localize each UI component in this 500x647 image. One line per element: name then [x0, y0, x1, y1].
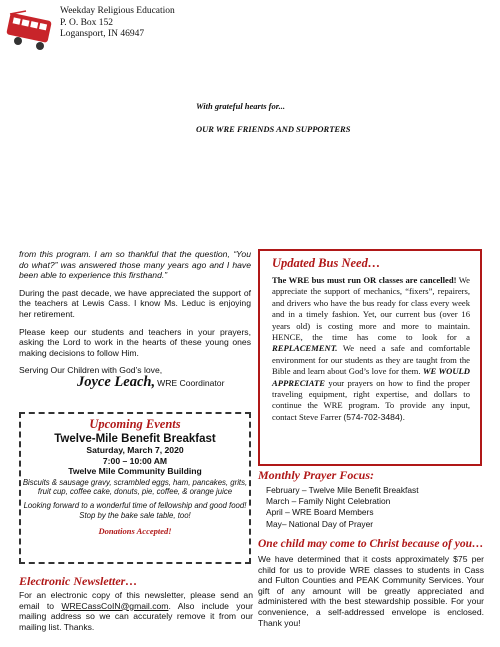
letter-paragraph: During the past decade, we have appreciated the support of the teachers at Lewis Cass. I know Ms. Leduc is enjoying her retirement.: [19, 287, 251, 319]
bus-need-heading: Updated Bus Need…: [272, 256, 381, 270]
replacement-emphasis: REPLACEMENT.: [272, 343, 338, 354]
bus-need-body: your prayers on how to find the proper traveling equipment, right expertise, and dollars to continue the WRE program. To provide any input, contact Steve Farrer: [272, 377, 470, 422]
list-item: February – Twelve Mile Benefit Breakfast: [266, 485, 419, 495]
newsletter-heading: Electronic Newsletter…: [19, 574, 138, 588]
list-item: March – Family Night Celebration: [266, 496, 391, 507]
list-item: May– National Day of Prayer: [266, 518, 374, 529]
newsletter-text-start: For an electronic copy of this newsletter, please send an email to: [19, 590, 253, 611]
letter-paragraph: Please keep our students and teachers in your prayers, asking the Lord to work in the hearts of these young ones making decisions to follow Him.: [19, 326, 251, 358]
address-line: Weekday Religious Education: [60, 6, 175, 16]
list-item: April – WRE Board Members: [266, 507, 374, 518]
bus-need-box: [258, 249, 482, 466]
contact-phone: (574-702-3484).: [343, 411, 405, 422]
thanks-title: OUR WRE FRIENDS AND SUPPORTERS: [196, 124, 351, 134]
event-title: Twelve-Mile Benefit Breakfast: [54, 433, 216, 445]
upcoming-events-box: [19, 412, 251, 564]
prayer-focus-heading: Monthly Prayer Focus:: [258, 468, 375, 482]
donations-note: Donations Accepted!: [98, 526, 172, 537]
events-heading: Upcoming Events: [89, 417, 181, 431]
one-child-heading: One child may come to Christ because of you…: [258, 538, 484, 550]
newsletter-text-end: . Also include your mailing address so we can accurately remove it from our mailing list. Thanks.: [19, 600, 254, 632]
event-note: Looking forward to a wonderful time of fellowship and good food! Stop by the bake sale table, too!: [23, 501, 247, 520]
letter-continuation: [19, 249, 251, 389]
appreciate-emphasis: WE WOULD APPRECIATE: [272, 366, 470, 388]
address-line: P. O. Box 152: [60, 17, 114, 28]
newsletter-email-link[interactable]: WRECassCoIN@gmail.com: [61, 600, 169, 611]
bus-logo-icon: [6, 8, 54, 52]
signature-title: WRE Coordinator: [157, 377, 225, 388]
letter-closing: Serving Our Children with God’s love,: [19, 365, 163, 376]
mailing-address: [60, 6, 175, 41]
letter-paragraph: from this program. I am so thankful that the question, “You do what?” was answered those many years ago and I have been able to experience this firsthand.”: [19, 249, 251, 281]
signature: Joyce Leach,: [77, 373, 156, 390]
event-location: Twelve Mile Community Building: [68, 466, 202, 476]
one-child-text: We have determined that it costs approximately $75 per child for us to provide WRE classes to students in Cass and Fulton Counties and PEAK Community Services. Your gift of any amount will be greatly appreciated and administered with the best stewardship possible. For your convenience, a self-addressed envelope is enclosed. Thank you!: [258, 554, 484, 628]
bus-need-intro: The WRE bus must run OR classes are cancelled!: [272, 275, 457, 285]
thanks-line: With grateful hearts for...: [196, 101, 285, 111]
event-time: 7:00 – 10:00 AM: [102, 455, 168, 466]
bus-need-body: We need a safe and comfortable environment for our students as they are taught from the Bible and learn about God’s love for them.: [272, 343, 470, 377]
address-line: Logansport, IN 46947: [60, 29, 145, 39]
event-menu: Biscuits & sausage gravy, scrambled eggs, ham, pancakes, grits, fruit cup, coffee cake, donuts, pie, coffee, & orange juice: [22, 477, 248, 496]
newsletter-text: [19, 590, 253, 632]
prayer-focus-list: [266, 485, 419, 530]
signature-block: [19, 373, 251, 390]
event-date: Saturday, March 7, 2020: [86, 445, 184, 455]
bus-need-body: We appreciate the support of mechanics, “fixers”, repairers, and drivers who have the bus ready for class every week and in a timely fashion. Yet, our current bus (over 16 years old) is costing more and more to maintain. HENCE, the time has come to look for a: [272, 275, 470, 343]
bus-need-text: [272, 275, 470, 423]
